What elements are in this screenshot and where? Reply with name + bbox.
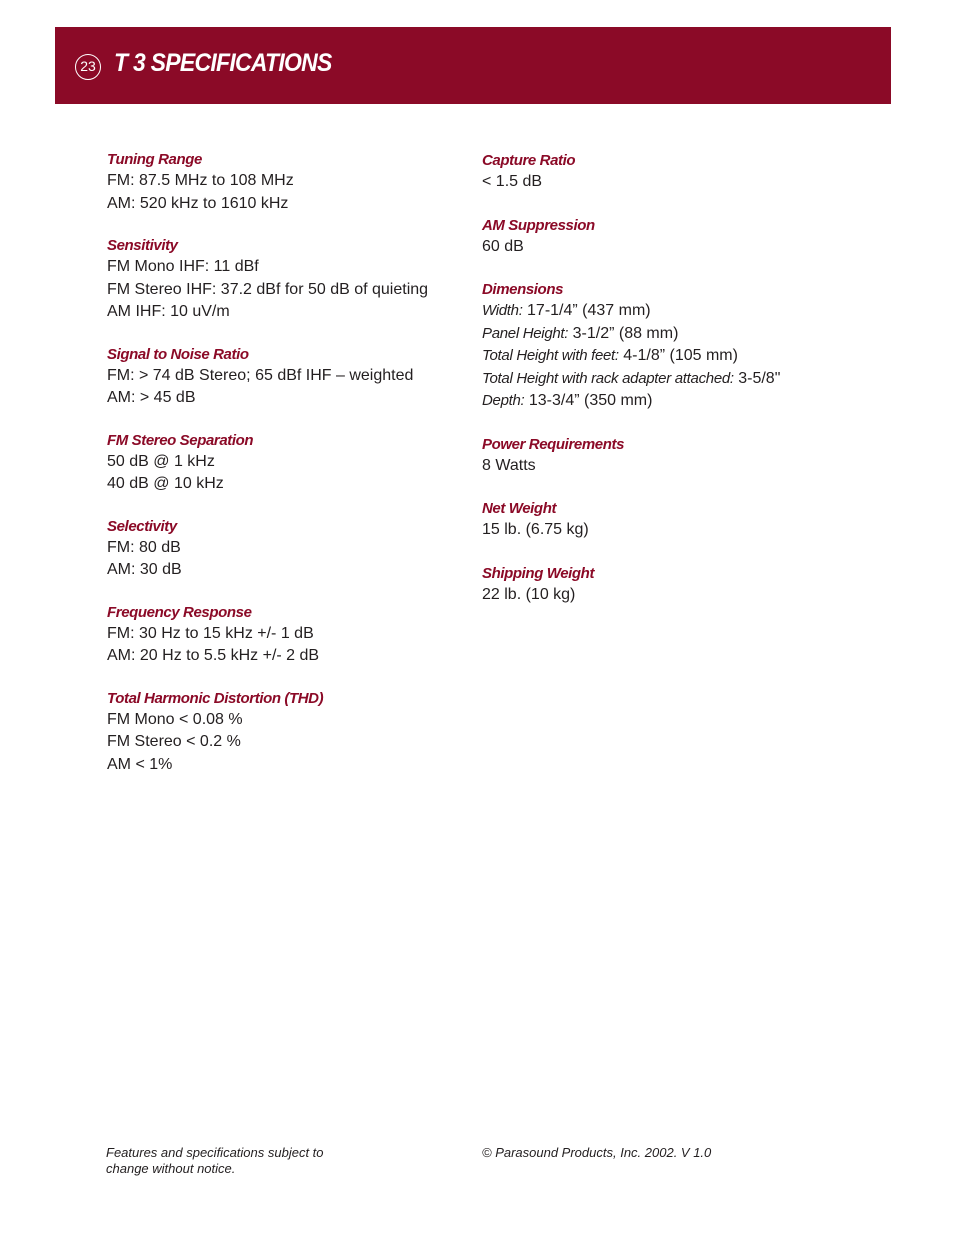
dimension-label: Width: bbox=[482, 302, 523, 319]
spec-value: FM: 30 Hz to 15 kHz +/- 1 dB bbox=[107, 624, 314, 642]
spec-value: 22 lb. (10 kg) bbox=[482, 585, 576, 603]
dimension-panel-height bbox=[482, 323, 882, 346]
spec-title: Net Weight bbox=[482, 500, 557, 517]
left-spec-column bbox=[107, 150, 477, 797]
spec-title: AM Suppression bbox=[482, 216, 595, 234]
footer-notice bbox=[106, 1145, 406, 1177]
spec-shipping-weight bbox=[482, 564, 882, 607]
spec-value: FM Stereo < 0.2 % bbox=[107, 733, 241, 750]
spec-title: Tuning Range bbox=[107, 151, 202, 168]
dimension-value: 3-1/2” (88 mm) bbox=[568, 324, 679, 342]
spec-title: FM Stereo Separation bbox=[107, 431, 254, 449]
dimension-width bbox=[482, 300, 882, 323]
spec-title: Frequency Response bbox=[107, 603, 252, 621]
spec-value: < 1.5 dB bbox=[482, 173, 543, 190]
footer-copyright: © Parasound Products, Inc. 2002. V 1.0 bbox=[482, 1145, 712, 1160]
spec-title: Selectivity bbox=[107, 517, 177, 535]
right-spec-column bbox=[482, 151, 882, 628]
spec-title: Sensitivity bbox=[107, 237, 178, 254]
footer-notice-line: Features and specifications subject to bbox=[106, 1145, 324, 1160]
spec-value: AM: 520 kHz to 1610 kHz bbox=[107, 194, 289, 212]
spec-title: Shipping Weight bbox=[482, 564, 595, 582]
spec-value: FM: 80 dB bbox=[107, 538, 181, 556]
dimension-label: Total Height with rack adapter attached: bbox=[482, 369, 734, 387]
dimension-value: 3-5/8" bbox=[733, 369, 781, 387]
spec-power-requirements bbox=[482, 435, 882, 478]
spec-value: FM: > 74 dB Stereo; 65 dBf IHF – weighted bbox=[107, 366, 414, 384]
spec-value: AM < 1% bbox=[107, 755, 173, 773]
spec-value: AM: 30 dB bbox=[107, 561, 182, 578]
spec-value: 60 dB bbox=[482, 237, 524, 255]
dimension-height-with-rack-adapter bbox=[482, 368, 882, 391]
spec-title: Dimensions bbox=[482, 281, 564, 298]
dimension-value: 4-1/8” (105 mm) bbox=[618, 347, 738, 364]
spec-value: AM: > 45 dB bbox=[107, 389, 196, 406]
page-title: T 3 SPECIFICATIONS bbox=[114, 49, 332, 77]
spec-dimensions bbox=[482, 280, 882, 413]
spec-value: 40 dB @ 10 kHz bbox=[107, 475, 224, 492]
spec-title: Power Requirements bbox=[482, 435, 625, 453]
spec-value: FM Mono IHF: 11 dBf bbox=[107, 258, 259, 275]
spec-value: AM: 20 Hz to 5.5 kHz +/- 2 dB bbox=[107, 647, 320, 664]
dimension-label: Depth: bbox=[482, 392, 525, 409]
spec-net-weight bbox=[482, 499, 882, 542]
dimension-label: Panel Height: bbox=[482, 324, 569, 342]
spec-fm-stereo-separation bbox=[107, 431, 477, 496]
spec-signal-to-noise bbox=[107, 345, 477, 410]
spec-frequency-response bbox=[107, 603, 477, 668]
spec-title: Signal to Noise Ratio bbox=[107, 345, 249, 363]
spec-title: Capture Ratio bbox=[482, 152, 576, 169]
dimension-label: Total Height with feet: bbox=[482, 347, 619, 364]
spec-tuning-range bbox=[107, 150, 477, 215]
spec-am-suppression bbox=[482, 216, 882, 259]
footer-notice-line: change without notice. bbox=[106, 1161, 236, 1176]
dimension-depth bbox=[482, 390, 882, 413]
dimension-value: 13-3/4” (350 mm) bbox=[524, 392, 653, 409]
spec-sensitivity bbox=[107, 236, 477, 324]
spec-value: 8 Watts bbox=[482, 456, 536, 474]
spec-selectivity bbox=[107, 517, 477, 582]
spec-value: FM Stereo IHF: 37.2 dBf for 50 dB of quieting bbox=[107, 280, 429, 298]
dimension-value: 17-1/4” (437 mm) bbox=[522, 302, 651, 319]
spec-value: 50 dB @ 1 kHz bbox=[107, 452, 215, 470]
page-number-badge: 23 bbox=[75, 54, 101, 80]
spec-capture-ratio bbox=[482, 151, 882, 194]
spec-title: Total Harmonic Distortion (THD) bbox=[107, 689, 324, 707]
dimension-height-with-feet bbox=[482, 345, 882, 368]
spec-value: 15 lb. (6.75 kg) bbox=[482, 521, 589, 538]
spec-value: FM: 87.5 MHz to 108 MHz bbox=[107, 172, 294, 189]
spec-value: AM IHF: 10 uV/m bbox=[107, 303, 230, 320]
spec-thd bbox=[107, 689, 477, 777]
header-banner bbox=[55, 27, 891, 104]
spec-value: FM Mono < 0.08 % bbox=[107, 710, 243, 728]
